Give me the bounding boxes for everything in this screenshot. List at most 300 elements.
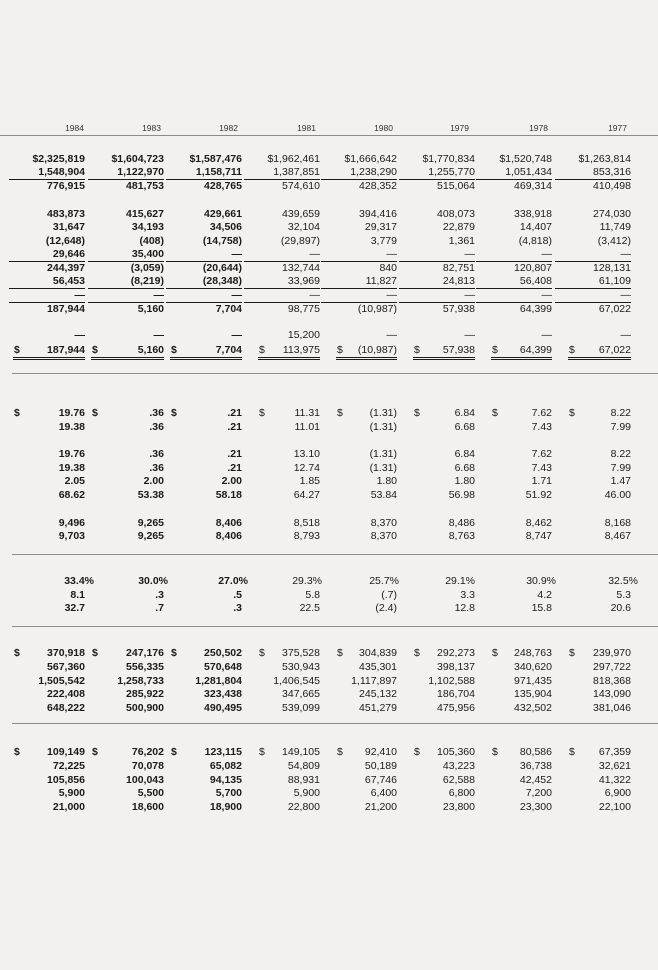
table-cell: (14,758) [202, 235, 242, 247]
dollar-sign: $ [337, 746, 343, 758]
table-cell: 7.99 [610, 462, 631, 474]
table-cell: $2,325,819 [32, 153, 85, 165]
table-cell: 32.7 [64, 602, 85, 614]
dollar-sign: $ [337, 407, 343, 419]
table-cell: 76,202 [131, 746, 164, 758]
table-cell: 12.8 [454, 602, 475, 614]
table-cell: (12,648) [45, 235, 85, 247]
table-cell: 2.05 [64, 475, 85, 487]
section-divider [12, 373, 658, 374]
dollar-sign: $ [414, 647, 420, 659]
table-cell: 21,000 [52, 801, 85, 813]
table-cell: 370,918 [47, 647, 85, 659]
table-cell: .21 [227, 421, 242, 433]
table-cell: (20,644) [202, 262, 242, 274]
table-cell: 6,800 [448, 787, 475, 799]
table-cell: 22,100 [598, 801, 631, 813]
year-label-1977: 1977 [608, 123, 627, 133]
year-label-1981: 1981 [297, 123, 316, 133]
table-cell: 8,462 [525, 517, 552, 529]
table-cell: 1,505,542 [38, 675, 85, 687]
table-cell: 11.31 [294, 407, 320, 419]
table-cell: 29,317 [364, 221, 397, 233]
table-cell: 82,751 [442, 262, 475, 274]
table-row [0, 303, 658, 316]
table-cell: 429,661 [204, 208, 242, 220]
dollar-sign: $ [569, 647, 575, 659]
table-cell: 247,176 [126, 647, 164, 659]
table-cell: 435,301 [359, 661, 397, 673]
table-cell: — [166, 289, 242, 303]
table-cell: 375,528 [282, 647, 320, 659]
table-cell: 1,051,434 [476, 166, 552, 180]
table-cell: 22.5 [299, 602, 320, 614]
table-cell: (1.31) [369, 421, 397, 433]
table-cell: 853,316 [555, 166, 631, 180]
table-cell: 7.43 [531, 462, 552, 474]
table-cell: 5.3 [616, 589, 631, 601]
table-row [0, 661, 658, 674]
table-cell: 36,738 [519, 760, 552, 772]
table-cell: 23,800 [442, 801, 475, 813]
table-cell: 8,793 [293, 530, 320, 542]
table-cell: (1.31) [369, 462, 397, 474]
table-row [0, 517, 658, 530]
table-cell: 61,109 [555, 275, 631, 289]
table-cell: 11,749 [599, 221, 631, 233]
table-cell: .3 [233, 602, 242, 614]
table-cell: 56,453 [9, 275, 85, 289]
table-cell: 5,160 [137, 303, 164, 315]
table-cell: — [231, 329, 242, 341]
table-cell: 408,073 [437, 208, 475, 220]
table-cell: 32,104 [287, 221, 320, 233]
table-cell: 6.68 [454, 462, 475, 474]
table-cell: 8,370 [370, 530, 397, 542]
table-cell: 21,200 [364, 801, 397, 813]
dollar-sign: $ [171, 647, 177, 659]
table-cell: 30.0% [138, 575, 168, 587]
table-row [0, 248, 658, 261]
table-cell: 539,099 [282, 702, 320, 714]
table-cell: 338,918 [514, 208, 552, 220]
table-cell: 3,779 [370, 235, 397, 247]
table-cell: .21 [227, 448, 242, 460]
table-cell: 1,387,851 [244, 166, 320, 180]
table-cell: 34,193 [131, 221, 164, 233]
section-divider [12, 554, 658, 555]
table-row [0, 602, 658, 615]
table-cell: 971,435 [514, 675, 552, 687]
table-cell: (29,897) [280, 235, 320, 247]
table-cell: 6.84 [454, 448, 475, 460]
table-row [0, 275, 658, 288]
table-cell: 8,406 [215, 517, 242, 529]
table-cell: 3.3 [460, 589, 475, 601]
table-cell: 19.76 [58, 448, 85, 460]
table-cell: 4.2 [537, 589, 552, 601]
table-cell: 7.43 [531, 421, 552, 433]
year-label-1982: 1982 [219, 123, 238, 133]
table-cell: 7,200 [525, 787, 552, 799]
table-cell: 556,335 [126, 661, 164, 673]
dollar-sign: $ [337, 344, 343, 356]
table-cell: 9,496 [58, 517, 85, 529]
table-cell: — [166, 248, 242, 262]
table-cell: 244,397 [47, 262, 85, 274]
table-row [0, 235, 658, 248]
table-cell: 57,938 [442, 303, 475, 315]
table-row [0, 407, 658, 420]
table-cell: — [88, 289, 164, 303]
table-cell: 113,975 [258, 344, 320, 360]
table-cell: 65,082 [209, 760, 242, 772]
table-cell: 1.80 [454, 475, 475, 487]
table-cell: 8,370 [370, 517, 397, 529]
table-row [0, 746, 658, 759]
dollar-sign: $ [337, 647, 343, 659]
table-cell: 1,255,770 [399, 166, 475, 180]
table-cell: (408) [139, 235, 164, 247]
table-cell: $1,263,814 [578, 153, 631, 165]
table-cell: 490,495 [204, 702, 242, 714]
table-cell: 1,117,897 [351, 675, 397, 687]
table-cell: 22,800 [287, 801, 320, 813]
table-cell: 41,322 [598, 774, 631, 786]
table-cell: 105,360 [437, 746, 475, 758]
table-cell: 340,620 [514, 661, 552, 673]
dollar-sign: $ [171, 344, 177, 356]
table-cell: 292,273 [437, 647, 475, 659]
table-cell: 67,022 [568, 344, 631, 360]
table-cell: 18,900 [209, 801, 242, 813]
table-cell: 51.92 [525, 489, 552, 501]
table-cell: 648,222 [47, 702, 85, 714]
table-cell: 7.62 [531, 407, 552, 419]
table-cell: 57,938 [413, 344, 475, 360]
table-cell: 250,502 [204, 647, 242, 659]
year-label-1984: 1984 [65, 123, 84, 133]
table-cell: 245,132 [359, 688, 397, 700]
table-cell: — [399, 289, 475, 303]
table-cell: 135,904 [514, 688, 552, 700]
table-cell: 304,839 [359, 647, 397, 659]
table-cell: 42,452 [519, 774, 552, 786]
table-cell: 1,158,711 [166, 166, 242, 180]
table-cell: 8,763 [448, 530, 475, 542]
dollar-sign: $ [569, 344, 575, 356]
table-cell: 29.3% [292, 575, 322, 587]
dollar-sign: $ [569, 407, 575, 419]
table-cell: .36 [149, 448, 164, 460]
table-cell: 8.1 [70, 589, 85, 601]
table-cell: 92,410 [364, 746, 397, 758]
dollar-sign: $ [259, 407, 265, 419]
table-cell: 30.9% [526, 575, 556, 587]
table-cell: 19.76 [58, 407, 85, 419]
table-cell: 54,809 [287, 760, 320, 772]
table-row [0, 344, 658, 357]
section-divider [12, 723, 658, 724]
table-cell: — [476, 248, 552, 262]
table-cell: 1.47 [610, 475, 631, 487]
table-cell: 64.27 [293, 489, 320, 501]
year-label-1978: 1978 [529, 123, 548, 133]
table-cell: 34,506 [209, 221, 242, 233]
table-cell: 120,807 [514, 262, 552, 274]
table-cell: 19.38 [58, 462, 85, 474]
table-cell: 24,813 [399, 275, 475, 289]
table-cell: 58.18 [215, 489, 242, 501]
table-cell: (10,987) [336, 344, 397, 360]
dollar-sign: $ [92, 407, 98, 419]
table-cell: 1.71 [531, 475, 552, 487]
table-row [0, 180, 658, 193]
table-cell: (3,412) [597, 235, 631, 247]
dollar-sign: $ [492, 344, 498, 356]
table-row [0, 530, 658, 543]
table-cell: $1,604,723 [111, 153, 164, 165]
table-cell: 7,704 [170, 344, 242, 360]
table-cell: 33,969 [244, 275, 320, 289]
table-cell: .5 [233, 589, 242, 601]
table-cell: (.7) [381, 589, 397, 601]
table-cell: 1.80 [376, 475, 397, 487]
table-cell: — [386, 329, 397, 341]
table-cell: 570,648 [204, 661, 242, 673]
table-cell: 123,115 [204, 746, 242, 758]
table-cell: 31,647 [52, 221, 85, 233]
table-cell: .36 [149, 462, 164, 474]
table-cell: 274,030 [593, 208, 631, 220]
table-cell: 64,399 [491, 344, 552, 360]
table-cell: 187,944 [47, 303, 85, 315]
table-cell: 9,265 [137, 517, 164, 529]
table-cell: 11,827 [321, 275, 397, 289]
table-cell: 6.68 [454, 421, 475, 433]
table-row [0, 208, 658, 221]
table-cell: 8,518 [293, 517, 320, 529]
table-cell: 248,763 [514, 647, 552, 659]
table-row [0, 760, 658, 773]
table-cell: 94,135 [209, 774, 242, 786]
table-cell: 143,090 [593, 688, 631, 700]
table-cell: 567,360 [47, 661, 85, 673]
table-row [0, 675, 658, 688]
year-label-1983: 1983 [142, 123, 161, 133]
dollar-sign: $ [414, 407, 420, 419]
table-row [0, 329, 658, 342]
table-cell: 12.74 [293, 462, 320, 474]
table-cell: 8.22 [610, 407, 631, 419]
table-cell: (3,059) [130, 262, 164, 274]
table-cell: 2.00 [221, 475, 242, 487]
table-cell: 1,102,588 [428, 675, 475, 687]
table-cell: 5,900 [293, 787, 320, 799]
table-cell: $1,770,834 [422, 153, 475, 165]
dollar-sign: $ [259, 647, 265, 659]
table-cell: 35,400 [88, 248, 164, 262]
table-cell: 6,900 [604, 787, 631, 799]
table-cell: 56.98 [448, 489, 475, 501]
table-cell: 574,610 [282, 180, 320, 192]
dollar-sign: $ [14, 407, 20, 419]
table-cell: (2.4) [375, 602, 397, 614]
table-cell: — [244, 289, 320, 303]
table-cell: 8.22 [610, 448, 631, 460]
table-cell: 80,586 [519, 746, 552, 758]
table-cell: 500,900 [126, 702, 164, 714]
table-cell: 68.62 [58, 489, 85, 501]
table-cell: .21 [227, 462, 242, 474]
table-cell: 475,956 [437, 702, 475, 714]
table-cell: 7.99 [610, 421, 631, 433]
table-cell: 776,915 [47, 180, 85, 192]
table-cell: 398,137 [437, 661, 475, 673]
dollar-sign: $ [492, 407, 498, 419]
header-rule [0, 135, 658, 136]
table-cell: 1,361 [448, 235, 475, 247]
dollar-sign: $ [92, 746, 98, 758]
table-cell: 222,408 [47, 688, 85, 700]
table-cell: — [74, 329, 85, 341]
table-cell: 67,359 [598, 746, 631, 758]
table-row [0, 575, 658, 588]
table-cell: (8,219) [88, 275, 164, 289]
table-cell: 7,704 [215, 303, 242, 315]
table-cell: 323,438 [204, 688, 242, 700]
table-cell: 1,122,970 [88, 166, 164, 180]
table-row [0, 787, 658, 800]
table-cell: 149,105 [282, 746, 320, 758]
table-row [0, 702, 658, 715]
year-label-1979: 1979 [450, 123, 469, 133]
table-row [0, 647, 658, 660]
table-cell: 2.00 [143, 475, 164, 487]
table-cell: — [244, 248, 320, 262]
section-divider [12, 626, 658, 627]
dollar-sign: $ [14, 746, 20, 758]
table-cell: — [321, 248, 397, 262]
table-cell: 5.8 [305, 589, 320, 601]
table-cell: — [9, 289, 85, 303]
table-row [0, 462, 658, 475]
table-cell: 1.85 [299, 475, 320, 487]
dollar-sign: $ [492, 647, 498, 659]
table-cell: 818,368 [593, 675, 631, 687]
table-cell: 25.7% [369, 575, 399, 587]
table-cell: 515,064 [437, 180, 475, 192]
table-cell: 285,922 [126, 688, 164, 700]
table-cell: 29,646 [9, 248, 85, 262]
table-row [0, 774, 658, 787]
table-cell: 33.4% [64, 575, 94, 587]
table-cell: 53.84 [370, 489, 397, 501]
dollar-sign: $ [14, 344, 20, 356]
table-cell: 8,406 [215, 530, 242, 542]
table-cell: — [321, 289, 397, 303]
table-cell: 432,502 [514, 702, 552, 714]
table-cell: 29.1% [445, 575, 475, 587]
table-row [0, 421, 658, 434]
table-cell: 186,704 [437, 688, 475, 700]
table-cell: 1,548,904 [9, 166, 85, 180]
table-cell: 451,279 [359, 702, 397, 714]
table-cell: — [555, 248, 631, 262]
table-cell: 20.6 [610, 602, 631, 614]
table-row [0, 448, 658, 461]
table-row [0, 688, 658, 701]
table-cell: 50,189 [364, 760, 397, 772]
table-cell: (10,987) [357, 303, 397, 315]
table-cell: 128,131 [593, 262, 631, 274]
table-row [0, 589, 658, 602]
table-cell: 481,753 [126, 180, 164, 192]
table-cell: 98,775 [287, 303, 320, 315]
table-row [0, 801, 658, 814]
table-cell: 32.5% [608, 575, 638, 587]
table-cell: — [464, 329, 475, 341]
table-cell: .21 [227, 407, 242, 419]
table-cell: 9,703 [58, 530, 85, 542]
table-cell: 13.10 [293, 448, 320, 460]
table-row [0, 153, 658, 166]
dollar-sign: $ [414, 746, 420, 758]
table-cell: 27.0% [218, 575, 248, 587]
table-cell: 469,314 [514, 180, 552, 192]
dollar-sign: $ [492, 746, 498, 758]
dollar-sign: $ [14, 647, 20, 659]
dollar-sign: $ [171, 407, 177, 419]
table-cell: 187,944 [13, 344, 85, 360]
table-cell: 23,300 [519, 801, 552, 813]
dollar-sign: $ [259, 344, 265, 356]
table-cell: 5,500 [137, 787, 164, 799]
table-cell: (28,348) [166, 275, 242, 289]
table-cell: — [620, 329, 631, 341]
table-row [0, 489, 658, 502]
table-row [0, 221, 658, 234]
table-cell: 32,621 [598, 760, 631, 772]
table-cell: — [541, 329, 552, 341]
table-cell: 530,943 [282, 661, 320, 673]
table-cell: — [399, 248, 475, 262]
table-cell: 15.8 [531, 602, 552, 614]
table-cell: 1,281,804 [195, 675, 242, 687]
table-cell: — [476, 289, 552, 303]
table-cell: 297,722 [593, 661, 631, 673]
table-cell: 394,416 [359, 208, 397, 220]
table-cell: 67,746 [364, 774, 397, 786]
table-cell: (4,818) [518, 235, 552, 247]
dollar-sign: $ [569, 746, 575, 758]
table-cell: 22,879 [442, 221, 475, 233]
table-cell: 11.01 [294, 421, 320, 433]
table-cell: .7 [155, 602, 164, 614]
year-label-1980: 1980 [374, 123, 393, 133]
table-cell: 14,407 [519, 221, 552, 233]
table-cell: 8,168 [604, 517, 631, 529]
table-cell: 18,600 [131, 801, 164, 813]
table-cell: (1.31) [369, 407, 397, 419]
table-cell: 72,225 [52, 760, 85, 772]
table-cell: 8,747 [525, 530, 552, 542]
table-cell: 70,078 [131, 760, 164, 772]
table-row [0, 289, 658, 302]
table-cell: 1,406,545 [273, 675, 320, 687]
table-cell: 381,046 [593, 702, 631, 714]
table-cell: 67,022 [598, 303, 631, 315]
